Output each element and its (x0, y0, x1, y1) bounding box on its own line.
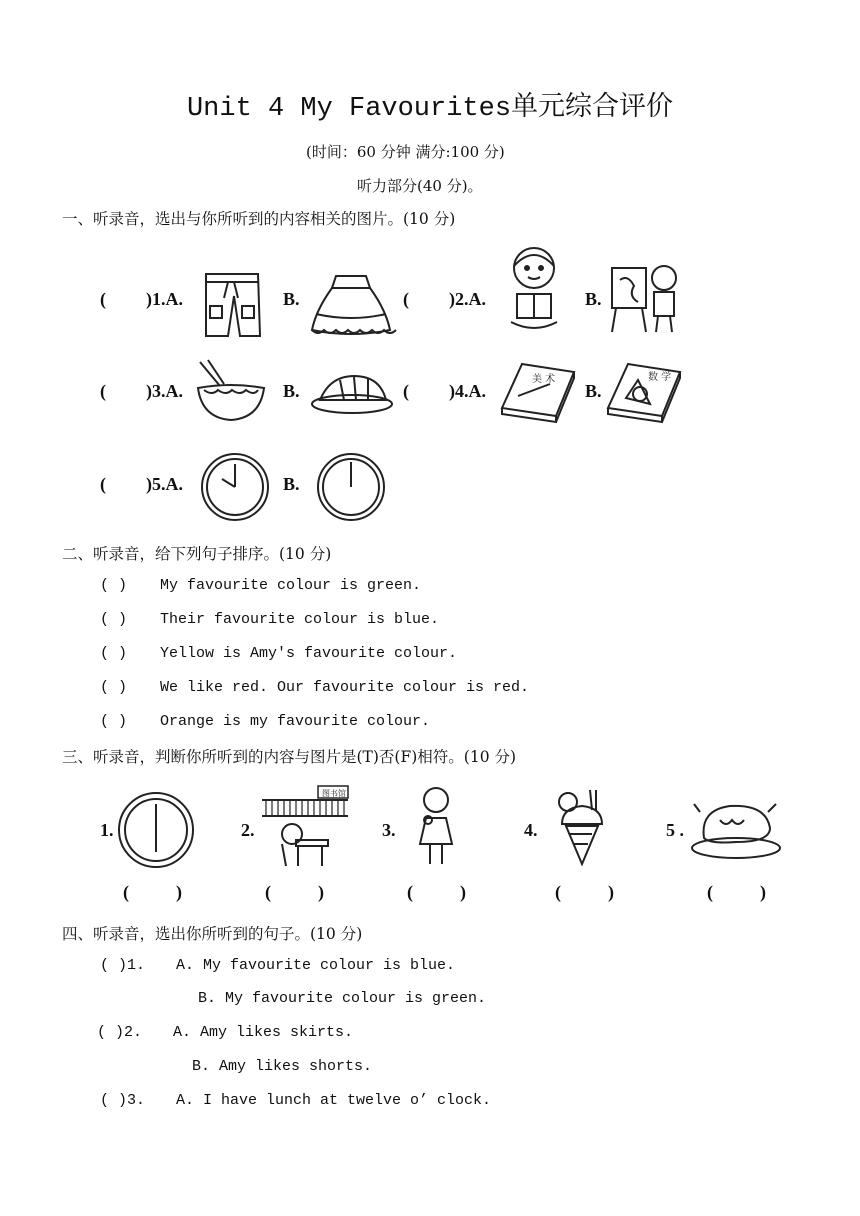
question-number: 3. (382, 820, 396, 840)
title-english: Unit 4 My Favourites (186, 94, 512, 124)
answer-paren-close: ) (318, 882, 324, 902)
question-number: )4.A. (449, 381, 486, 401)
question-number: 2. (241, 820, 255, 840)
answer-paren[interactable]: ( ) (100, 611, 128, 628)
question-number: 4. (524, 820, 538, 840)
sentence: Yellow is Amy's favourite colour. (160, 645, 458, 662)
option-a: A. My favourite colour is blue. (176, 957, 456, 974)
answer-paren[interactable]: ( (100, 289, 106, 309)
page-title (0, 84, 860, 124)
question-prefix[interactable]: ( )3. (100, 1092, 146, 1109)
title-chinese: 单元综合评价 (511, 91, 674, 122)
answer-paren-open[interactable]: ( (265, 882, 271, 902)
question-prefix[interactable]: ( )1. (100, 957, 146, 974)
answer-paren-open[interactable]: ( (407, 882, 413, 902)
answer-paren[interactable]: ( (100, 381, 106, 401)
option-a: A. I have lunch at twelve o’ clock. (176, 1092, 492, 1109)
option-a: A. Amy likes skirts. (173, 1024, 354, 1041)
answer-paren[interactable]: ( ) (100, 679, 128, 696)
question-number: )1.A. (146, 289, 183, 309)
answer-paren-close: ) (760, 882, 766, 902)
skirt-icon (306, 270, 396, 340)
clock-icon (316, 452, 386, 522)
girl-eating-icon (414, 784, 458, 870)
option-b-label: B. (585, 381, 602, 401)
answer-paren[interactable]: ( ) (100, 577, 128, 594)
art-book-label: 美 术 (532, 374, 556, 385)
option-b-label: B. (283, 381, 300, 401)
answer-paren-close: ) (176, 882, 182, 902)
answer-paren[interactable]: ( (403, 381, 409, 401)
sentence: My favourite colour is green. (160, 577, 422, 594)
option-b-label: B. (283, 474, 300, 494)
option-b-label: B. (283, 289, 300, 309)
question-number: 1. (100, 820, 114, 840)
noodle-bowl-icon (194, 360, 268, 424)
math-book-icon (604, 360, 684, 424)
answer-paren-close: ) (608, 882, 614, 902)
sentence: Their favourite colour is blue. (160, 611, 440, 628)
section3-heading: 三、听录音，判断你所听到的内容与图片是(T)否(F)相符。(10 分) (62, 748, 517, 766)
pants-icon (198, 268, 268, 342)
answer-paren[interactable]: ( ) (100, 645, 128, 662)
answer-paren[interactable]: ( (100, 474, 106, 494)
section4-heading: 四、听录音，选出你所听到的句子。(10 分) (62, 925, 363, 943)
option-b: B. My favourite colour is green. (198, 990, 487, 1007)
ice-cream-icon (554, 788, 610, 868)
answer-paren-close: ) (460, 882, 466, 902)
library-sign: 图书馆 (322, 789, 346, 798)
roast-chicken-icon (690, 798, 782, 862)
part-label: 听力部分(40 分)。 (357, 177, 483, 195)
clock-icon (200, 452, 270, 522)
answer-paren[interactable]: ( (403, 289, 409, 309)
option-b: B. Amy likes shorts. (192, 1058, 373, 1075)
library-student-icon (260, 786, 352, 872)
bread-icon (310, 370, 394, 416)
question-number: )5.A. (146, 474, 183, 494)
section1-heading: 一、听录音，选出与你所听到的内容相关的图片。(10 分) (62, 210, 456, 228)
sentence: Orange is my favourite colour. (160, 713, 431, 730)
boy-painting-icon (608, 262, 688, 336)
math-book-label: 数 学 (648, 372, 672, 383)
answer-paren-open[interactable]: ( (555, 882, 561, 902)
option-b-label: B. (585, 289, 602, 309)
question-number: )3.A. (146, 381, 183, 401)
sentence: We like red. Our favourite colour is red. (160, 679, 530, 696)
section2-heading: 二、听录音，给下列句子排序。(10 分) (62, 545, 332, 563)
art-book-icon (498, 360, 578, 424)
answer-paren-open[interactable]: ( (123, 882, 129, 902)
answer-paren-open[interactable]: ( (707, 882, 713, 902)
exam-meta: (时间：60 分钟 满分:100 分) (306, 143, 505, 161)
clock-icon (116, 790, 196, 870)
question-number: 5 . (666, 820, 684, 840)
question-prefix[interactable]: ( )2. (97, 1024, 143, 1041)
question-number: )2.A. (449, 289, 486, 309)
answer-paren[interactable]: ( ) (100, 713, 128, 730)
girl-reading-icon (503, 244, 565, 336)
